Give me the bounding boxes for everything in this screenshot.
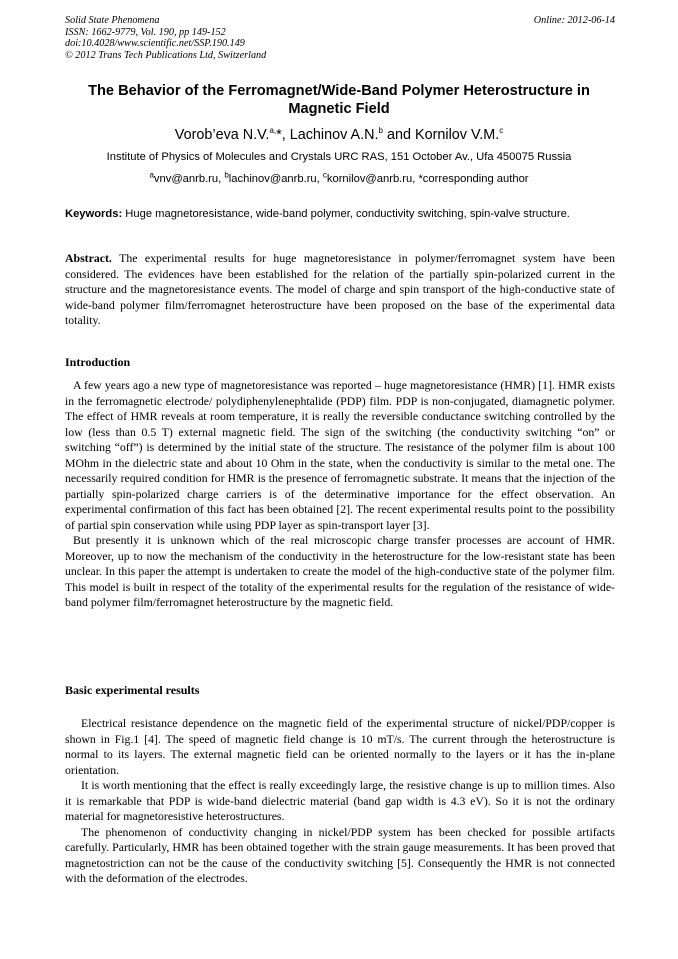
issn-line: ISSN: 1662-9779, Vol. 190, pp 149-152 xyxy=(65,26,226,38)
email-c-mark: c xyxy=(322,170,327,180)
author-3-affil-mark: c xyxy=(499,126,504,136)
paragraph: The phenomenon of conductivity changing in nickel/PDP system has been checked for possible artifacts carefully. Particularly, HMR has been obtained together with the strain gauge measurements. It has been proved that magnetostriction can not be the cause of the conductivity switching [5]. Consequently the HMR is not connected with the deformation of the electrodes. xyxy=(65,824,615,885)
publication-header xyxy=(65,15,615,61)
email-list xyxy=(60,172,618,186)
author-3: Kornilov V.M. xyxy=(414,127,500,143)
journal-name: Solid State Phenomena xyxy=(65,15,160,26)
paragraph: A few years ago a new type of magnetoresistance was reported – huge magnetoresistance (HMR) [1]. HMR exists in the ferromagnetic electrode/ polydiphenylenephtalide (PDP) film. PDP is non-conjugated, diamagnetic polymer. The effect of HMR reveals at room temperature, it is really the reversible conductance switching controlled by the low (less than 0.5 T) external magnetic field. The sign of the switching (the conductivity switching “on” or switching “off”) is determined by the initial state of the structure. The resistance of the polymer film is about 100 MOhm in the dielectric state and about 10 Ohm in the state, when the conductivity is similar to the metal one. The necessarily required condition for HMR is the presence of ferromagnetic substrate. It means that the injection of the partially spin-polarized charge carriers is of the determinative importance for the effect observation. An experimental confirmation of this fact has been obtained [2]. The recent experimental results point to the possibility of partial spin conservation while using PDP layer as spin-transport layer [3]. xyxy=(65,378,615,532)
abstract-label: Abstract. xyxy=(65,251,112,265)
author-list xyxy=(60,126,618,144)
keywords xyxy=(65,207,615,222)
copyright-line: © 2012 Trans Tech Publications Ltd, Switzerland xyxy=(65,49,267,61)
email-c: kornilov@anrb.ru, *corresponding author xyxy=(326,173,529,185)
paragraph: It is worth mentioning that the effect is really exceedingly large, the resistive change is up to million times. Also it is remarkable that PDP is wide-band dielectric material (band gap width is 4.3 eV). So it is not the ordinary material for magnetoresistive heterostructures. xyxy=(65,778,615,823)
author-2-affil-mark: b xyxy=(378,126,383,136)
email-b: lachinov@anrb.ru, xyxy=(228,173,323,185)
section-heading-introduction: Introduction xyxy=(65,355,131,369)
basic-results-body xyxy=(65,716,615,887)
author-separator: , xyxy=(281,127,290,143)
abstract-text: The experimental results for huge magnetoresistance in polymer/ferromagnet system have been considered. The evidences have been established for the relation of the partially spin-polarized current in the structure and the magnetoresistance events. The model of charge and spin transport of the high-conductive state of wide-band polymer film/ferromagnet heterostructure have been proposed on the base of the experimental data totality. xyxy=(65,251,615,327)
email-a: vnv@anrb.ru, xyxy=(153,173,225,185)
section-heading-basic-results: Basic experimental results xyxy=(65,683,200,697)
abstract xyxy=(65,251,615,329)
author-and: and xyxy=(382,127,415,143)
paragraph: Electrical resistance dependence on the magnetic field of the experimental structure of nickel/PDP/copper is shown in Fig.1 [4]. The speed of magnetic field change is 10 mT/s. The current through the heterostructure is normal to its layers. The external magnetic field can be oriented normally to the layers or it has the in-plane orientation. xyxy=(65,716,615,777)
keywords-text: Huge magnetoresistance, wide-band polymer, conductivity switching, spin-valve structure. xyxy=(122,208,570,220)
online-date: Online: 2012-06-14 xyxy=(533,15,615,26)
doi-line: doi:10.4028/www.scientific.net/SSP.190.149 xyxy=(65,38,245,50)
email-a-mark: a xyxy=(149,170,154,180)
author-2: Lachinov A.N. xyxy=(289,127,379,143)
author-1-affil-mark: a, xyxy=(269,126,277,136)
introduction-body xyxy=(65,378,615,611)
email-b-mark: b xyxy=(224,170,229,180)
affiliation: Institute of Physics of Molecules and Crystals URC RAS, 151 October Av., Ufa 450075 Russia xyxy=(106,151,572,163)
author-1: Vorob’eva N.V. xyxy=(174,127,270,143)
paper-title: The Behavior of the Ferromagnet/Wide-Band Polymer Heterostructure in Magnetic Field xyxy=(88,83,590,117)
corresponding-mark: * xyxy=(276,127,282,143)
paragraph: But presently it is unknown which of the real microscopic charge transfer processes are account of HMR. Moreover, up to now the mechanism of the conductivity in the heterostructure for the low-resistant state has been unclear. In this paper the attempt is undertaken to create the model of the high-conductive state of the polymer film. This model is built in respect of the totality of the experimental results for the regulation of the resistance of wide-band polymer film/ferromagnet heterostructure by the magnetic field. xyxy=(65,533,615,609)
keywords-label: Keywords: xyxy=(65,208,123,220)
